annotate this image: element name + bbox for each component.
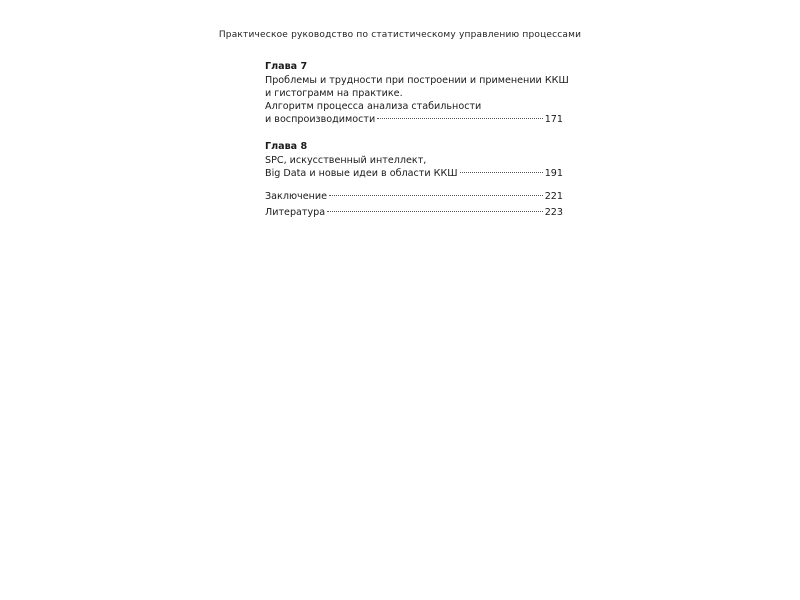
chapter-title-line: SPC, искусственный интеллект, [265,155,427,166]
toc-entry-conclusion[interactable] [265,190,563,203]
chapter-title-line: Big Data и новые идеи в области ККШ [265,168,458,179]
chapter-heading: Глава 7 [265,61,308,72]
page-number: 191 [544,168,563,179]
page-number: 221 [544,191,563,202]
chapter-title-line: и гистограмм на практике. [265,88,403,99]
chapter-title-line: Алгоритм процесса анализа стабильности [265,101,482,112]
page-number: 223 [544,207,563,218]
running-header: Практическое руководство по статистическому управлению процессами [218,30,582,40]
dot-leader [327,211,543,212]
toc-chapter-7 [265,60,569,126]
toc-entry-line[interactable] [265,113,563,126]
chapter-heading: Глава 8 [265,141,308,152]
toc-chapter-8 [265,140,563,180]
entry-label: Заключение [265,191,328,202]
chapter-title-line: и воспроизводимости [265,114,376,125]
entry-label: Литература [265,207,326,218]
table-of-contents [265,60,569,222]
dot-leader [377,118,542,119]
toc-entry-literature[interactable] [265,206,563,219]
chapter-title-line: Проблемы и трудности при построении и применении ККШ [265,75,569,86]
dot-leader [329,195,543,196]
page-number: 171 [544,114,563,125]
dot-leader [460,172,543,173]
toc-entry-line[interactable] [265,167,563,180]
